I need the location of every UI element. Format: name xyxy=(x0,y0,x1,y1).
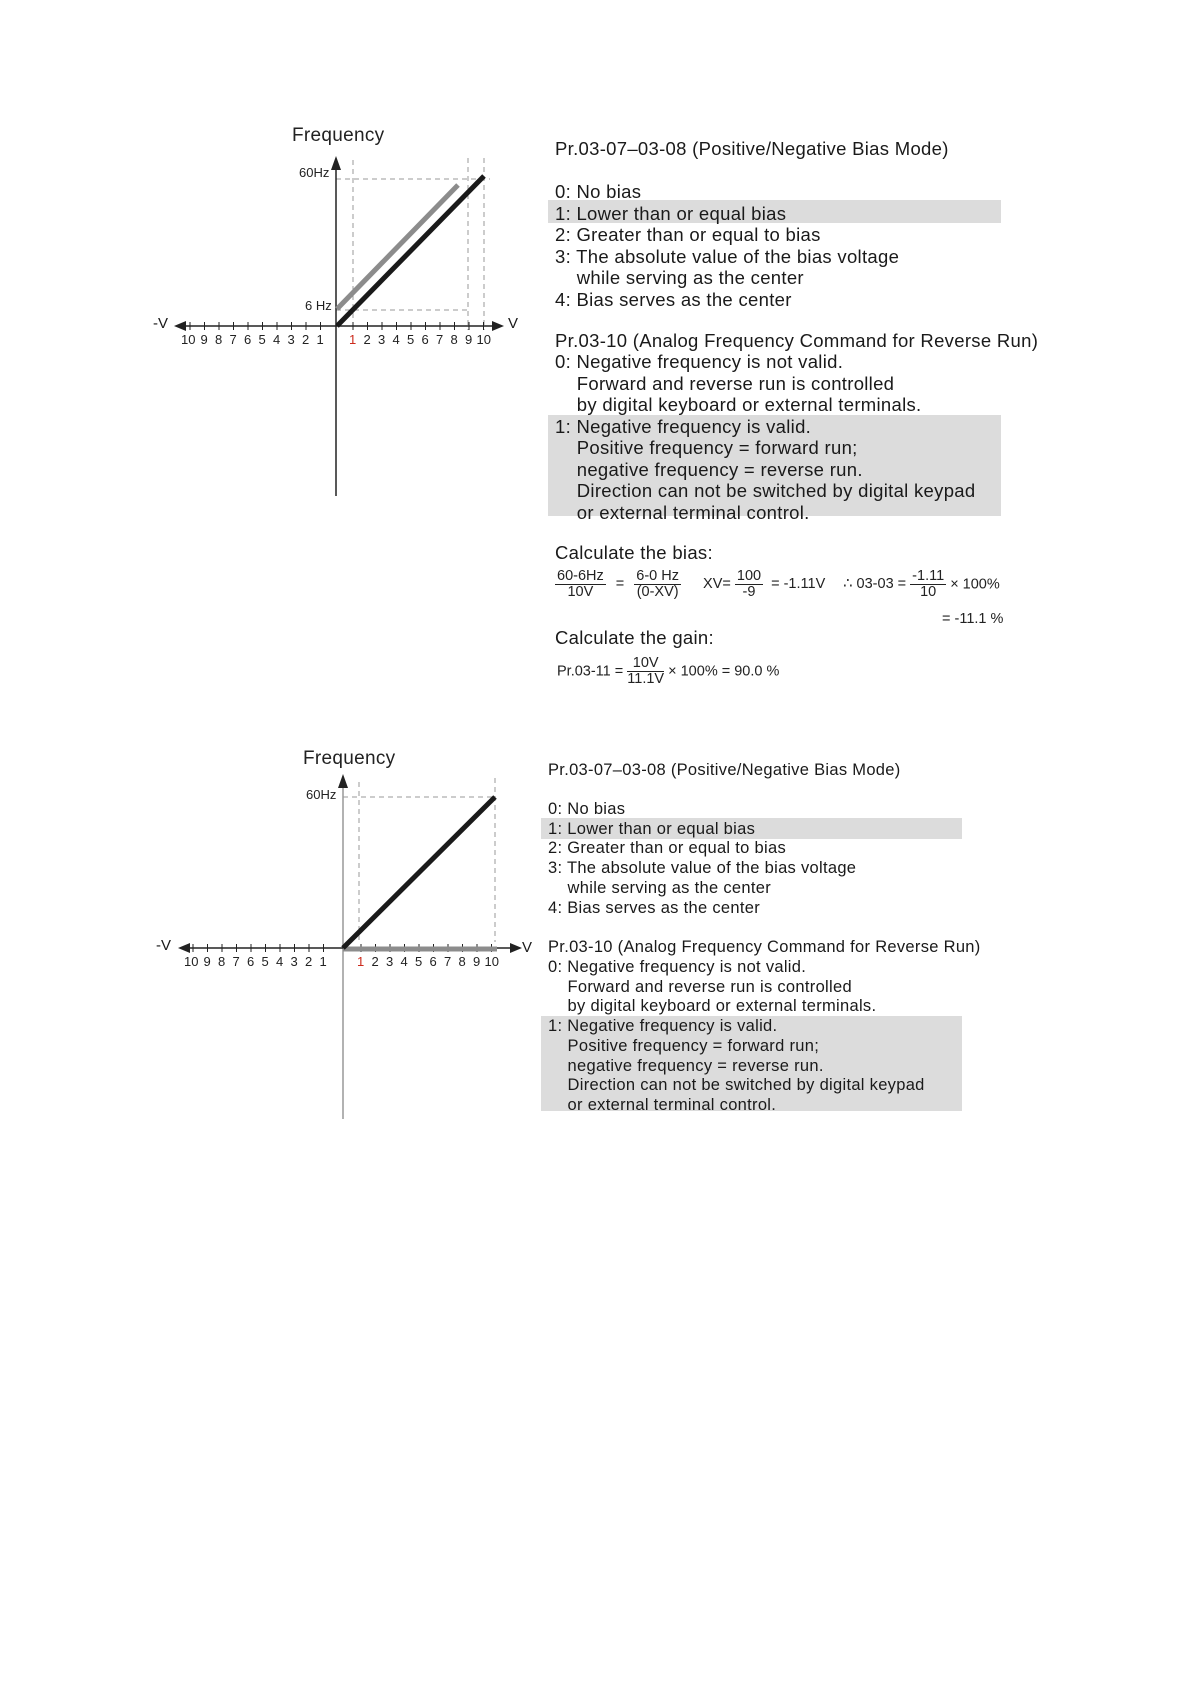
g2-title: Frequency xyxy=(303,748,396,769)
s1-bias-option: 1: Lower than or equal bias xyxy=(555,202,787,224)
s1-reverse-title: Pr.03-10 (Analog Frequency Command for Reverse Run) xyxy=(555,330,1039,351)
s2-bias-option: 0: No bias xyxy=(548,800,626,818)
s1-reverse-option: Positive frequency = forward run; xyxy=(555,437,858,458)
x-tick-label: 3 xyxy=(287,332,295,347)
s2-reverse-option: 1: Negative frequency is valid. xyxy=(548,1017,778,1036)
s1-reverse-option: 0: Negative frequency is not valid. xyxy=(555,351,844,372)
x-tick-label: 10 xyxy=(476,332,491,347)
s1-calc-bias-title: Calculate the bias: xyxy=(555,542,713,563)
s2-bias-option: 1: Lower than or equal bias xyxy=(548,819,756,838)
x-tick-label: 9 xyxy=(203,954,211,969)
s1-reverse-option: or external terminal control. xyxy=(555,501,810,523)
bias-xv-result: = -1.11V xyxy=(771,576,826,593)
s2-bias-option: while serving as the center xyxy=(548,878,771,897)
x-tick-label: 8 xyxy=(450,332,458,347)
x-tick-label: 1 xyxy=(316,332,324,347)
s2-reverse-option: by digital keyboard or external terminals. xyxy=(548,997,877,1016)
gain-num: 10V xyxy=(627,656,664,672)
x-tick-label: 5 xyxy=(261,954,269,969)
x-tick-label: 5 xyxy=(415,954,423,969)
x-tick-label: 6 xyxy=(421,332,429,347)
g1-y-top-label: 60Hz xyxy=(299,165,330,180)
s1-reverse-option: 1: Negative frequency is valid. xyxy=(555,415,812,437)
s1-bias-option: while serving as the center xyxy=(555,267,804,288)
gain-result: × 100% = 90.0 % xyxy=(668,663,780,680)
bias-frac4-num: -1.11 xyxy=(912,568,945,584)
s2-bias-mode-list xyxy=(548,800,856,918)
x-tick-label: 10 xyxy=(484,954,499,969)
x-tick-label: 8 xyxy=(458,954,466,969)
s1-bias-option: 4: Bias serves as the center xyxy=(555,288,792,310)
s1-bias-option: 3: The absolute value of the bias voltage xyxy=(555,245,900,267)
s1-reverse-option: negative frequency = reverse run. xyxy=(555,458,863,480)
g2-black-line xyxy=(343,797,495,948)
s1-reverse-option: Direction can not be switched by digital keypad xyxy=(555,480,976,501)
x-tick-label: 7 xyxy=(436,332,444,347)
g1-pos-v-label: V xyxy=(508,315,519,332)
x-tick-label: 1 xyxy=(319,954,327,969)
bias-frac2-num: 6-0 Hz xyxy=(636,568,679,584)
s2-reverse-option: Positive frequency = forward run; xyxy=(548,1036,820,1055)
s2-reverse-option: or external terminal control. xyxy=(548,1095,777,1114)
s2-bias-mode-title: Pr.03-07–03-08 (Positive/Negative Bias Mode) xyxy=(548,761,901,779)
x-tick-label: 2 xyxy=(302,332,310,347)
bias-frac3-num: 100 xyxy=(736,568,762,584)
s2-reverse-option: 0: Negative frequency is not valid. xyxy=(548,958,807,976)
x-tick-label: 4 xyxy=(276,954,284,969)
s2-reverse-list xyxy=(548,958,925,1116)
s1-reverse-option: Forward and reverse run is controlled xyxy=(555,372,895,394)
bias-therefore: ∴ 03-03 = xyxy=(843,576,907,593)
bias-xv: XV= xyxy=(703,576,731,593)
x-tick-label: 1 xyxy=(357,954,365,969)
x-tick-label: 6 xyxy=(429,954,437,969)
bias-frac2-den: (0-XV) xyxy=(636,584,679,600)
x-tick-label: 4 xyxy=(400,954,408,969)
g2-pos-v-label: V xyxy=(522,939,533,956)
s2-bias-option: 4: Bias serves as the center xyxy=(548,898,760,917)
x-tick-label: 8 xyxy=(218,954,226,969)
bias-eq: = xyxy=(615,576,625,593)
x-tick-label: 7 xyxy=(229,332,237,347)
x-tick-label: 2 xyxy=(363,332,371,347)
x-tick-label: 3 xyxy=(378,332,386,347)
s1-bias-option: 2: Greater than or equal to bias xyxy=(555,224,821,245)
x-tick-label: 9 xyxy=(473,954,481,969)
x-tick-label: 6 xyxy=(244,332,252,347)
s2-bias-option: 2: Greater than or equal to bias xyxy=(548,839,786,858)
gain-den: 11.1V xyxy=(627,671,665,687)
s2-bias-option: 3: The absolute value of the bias voltage xyxy=(548,859,857,878)
x-tick-label: 4 xyxy=(392,332,400,347)
x-tick-label: 9 xyxy=(200,332,208,347)
g1-y-bias-label: 6 Hz xyxy=(305,298,332,313)
x-tick-label: 10 xyxy=(184,954,199,969)
s1-bias-option: 0: No bias xyxy=(555,181,642,202)
bias-frac3-den: -9 xyxy=(742,584,756,600)
s2-reverse-option: Forward and reverse run is controlled xyxy=(548,977,852,996)
s1-reverse-option: by digital keyboard or external terminals. xyxy=(555,394,922,415)
s2-reverse-option: negative frequency = reverse run. xyxy=(548,1056,824,1075)
x-tick-label: 10 xyxy=(181,332,196,347)
x-tick-label: 9 xyxy=(465,332,473,347)
g2-y-arrow xyxy=(338,774,348,788)
x-tick-label: 2 xyxy=(305,954,313,969)
s1-bias-mode-title: Pr.03-07–03-08 (Positive/Negative Bias Mode) xyxy=(555,138,949,159)
gain-prefix: Pr.03-11 = xyxy=(557,663,624,680)
x-tick-label: 3 xyxy=(290,954,298,969)
x-tick-label: 5 xyxy=(258,332,266,347)
x-tick-label: 1 xyxy=(349,332,357,347)
x-tick-label: 7 xyxy=(444,954,452,969)
x-tick-label: 3 xyxy=(386,954,394,969)
g1-title: Frequency xyxy=(292,125,385,146)
x-tick-label: 4 xyxy=(273,332,281,347)
bias-times: × 100% xyxy=(950,576,1000,593)
bias-frac1-den: 10V xyxy=(567,584,594,600)
x-tick-label: 8 xyxy=(215,332,223,347)
bias-frac1-num: 60-6Hz xyxy=(557,568,604,584)
s2-reverse-title: Pr.03-10 (Analog Frequency Command for Reverse Run) xyxy=(548,938,981,956)
g2-y-top-label: 60Hz xyxy=(306,787,337,802)
s1-calc-gain-title: Calculate the gain: xyxy=(555,627,714,648)
x-tick-label: 5 xyxy=(407,332,415,347)
g2-x-neg-arrow xyxy=(178,943,190,953)
bias-result: = -11.1 % xyxy=(942,611,1004,627)
s2-reverse-option: Direction can not be switched by digital keypad xyxy=(548,1076,925,1095)
g2-x-pos-arrow xyxy=(510,943,522,953)
g2-neg-v-label: -V xyxy=(156,937,171,954)
g1-neg-v-label: -V xyxy=(153,315,168,332)
x-tick-label: 2 xyxy=(371,954,379,969)
x-tick-label: 7 xyxy=(232,954,240,969)
x-tick-label: 6 xyxy=(247,954,255,969)
bias-frac4-den: 10 xyxy=(920,584,937,600)
